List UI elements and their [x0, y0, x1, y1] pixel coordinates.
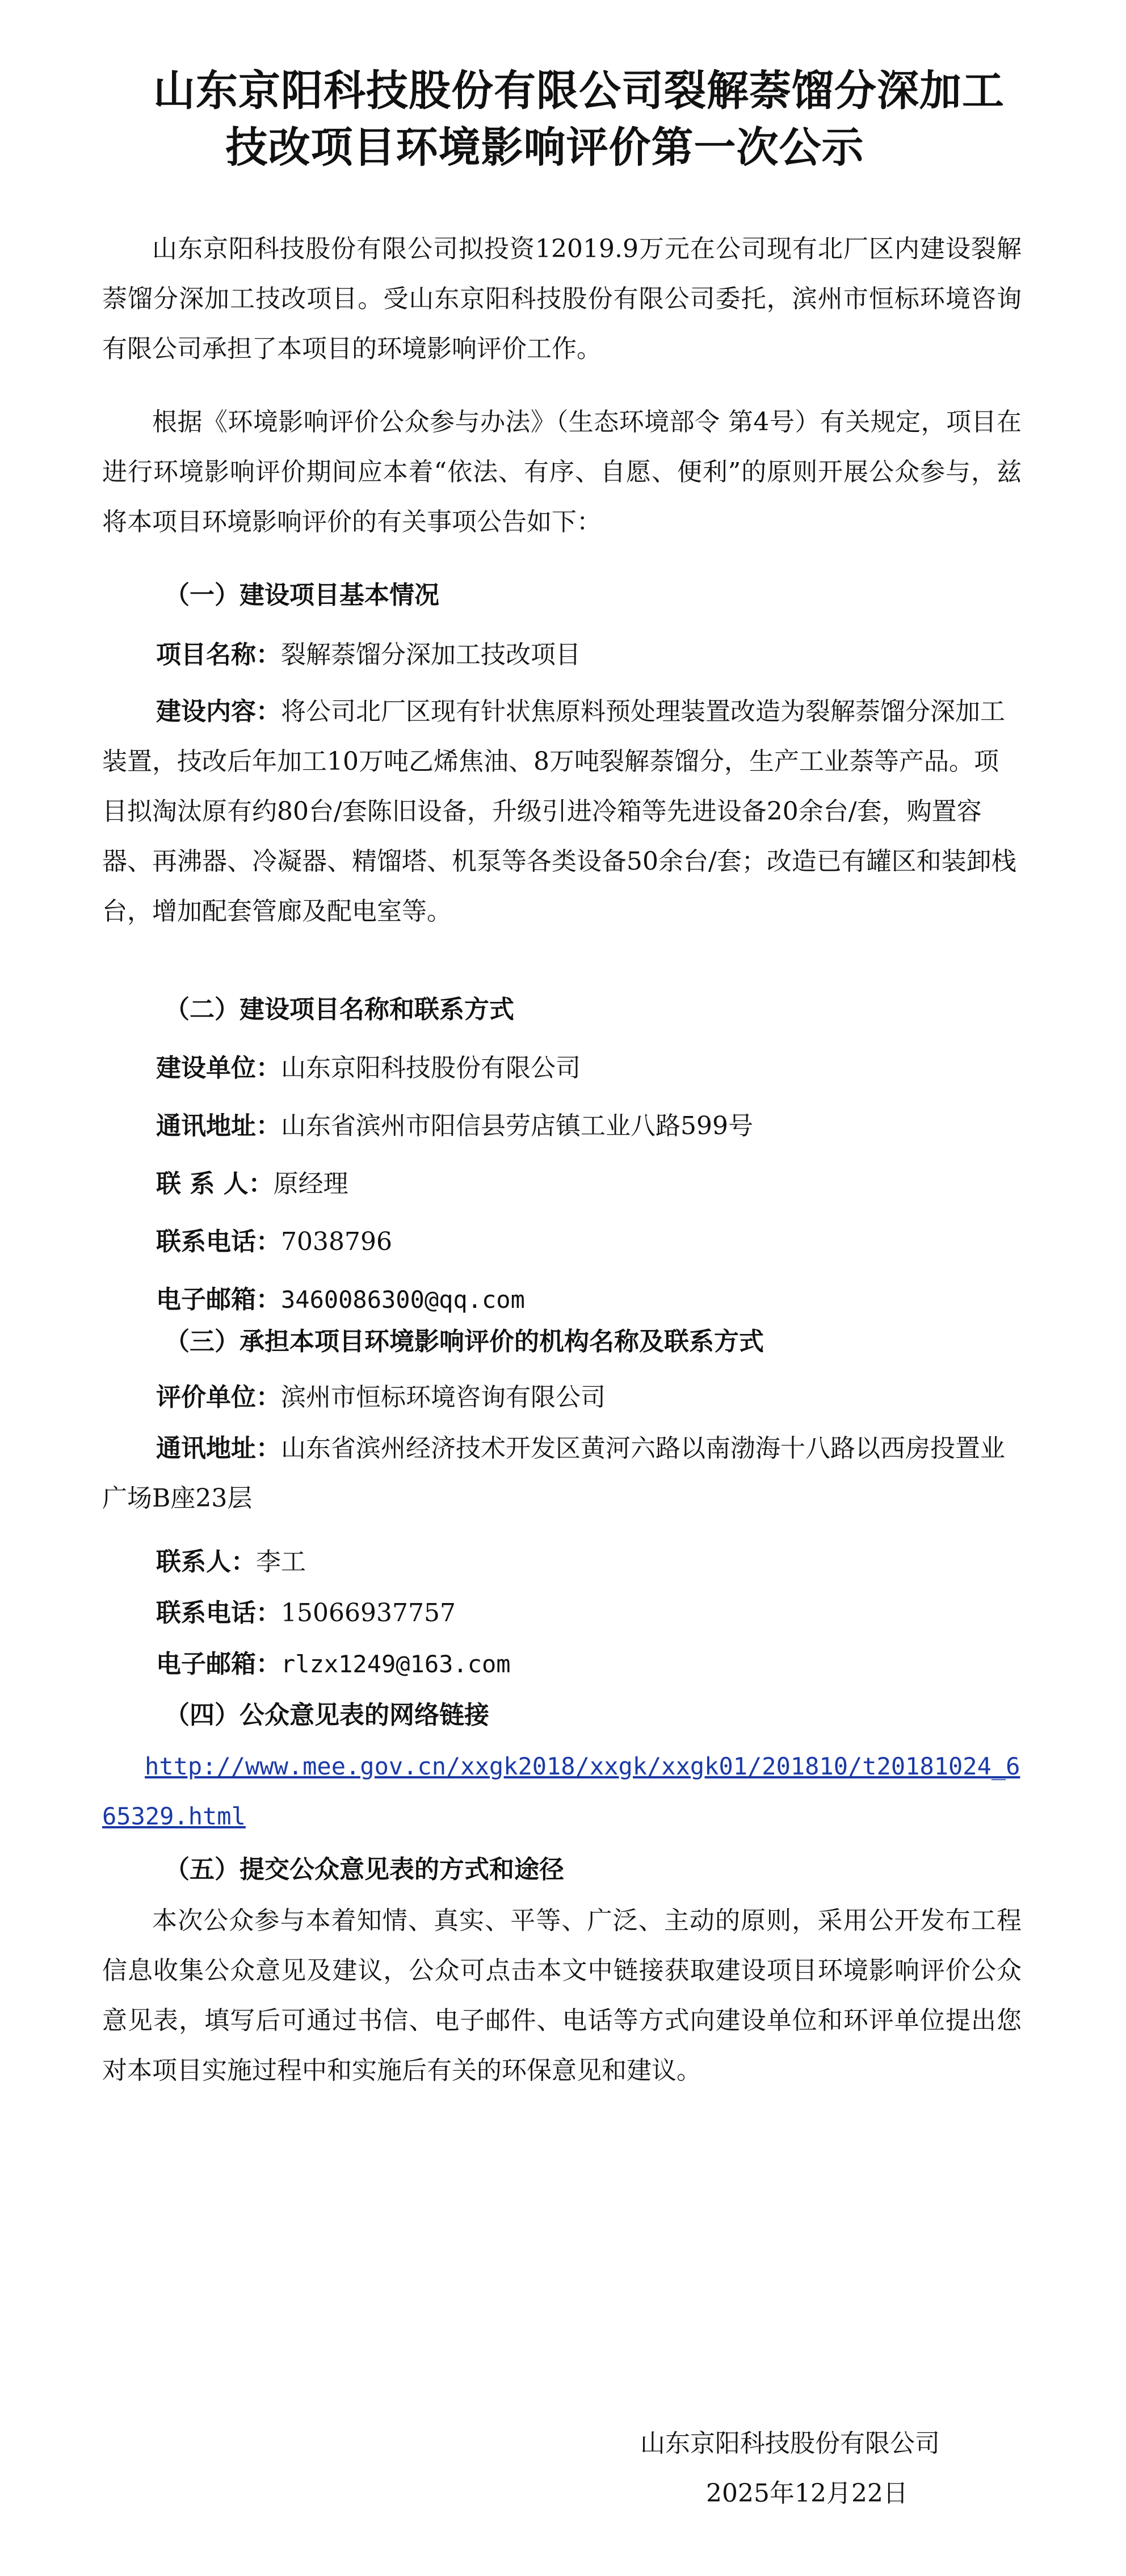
evaluator-contact-row — [102, 1537, 1075, 1587]
builder-unit-row — [102, 1043, 1075, 1093]
title-line-2: 技改项目环境影响评价第一次公示 — [225, 123, 864, 172]
evaluator-unit-value: 滨州市恒标环境咨询有限公司 — [281, 1383, 606, 1412]
evaluator-address-row — [102, 1424, 1022, 1524]
builder-unit-label: 建设单位： — [156, 1054, 281, 1083]
evaluator-email-row — [102, 1639, 1075, 1689]
evaluator-unit-label: 评价单位： — [156, 1383, 281, 1412]
builder-address-value: 山东省滨州市阳信县劳店镇工业八路599号 — [281, 1111, 753, 1140]
evaluator-phone-row — [102, 1588, 1075, 1638]
section-5-heading: （五）提交公众意见表的方式和途径 — [165, 1855, 564, 1884]
evaluator-email-label: 电子邮箱： — [156, 1650, 281, 1679]
signature-company: 山东京阳科技股份有限公司 — [640, 2429, 940, 2458]
builder-address-row — [102, 1101, 1075, 1151]
evaluator-contact-value: 李工 — [256, 1547, 306, 1576]
builder-address-label: 通讯地址： — [156, 1111, 281, 1140]
section-2-heading: （二）建设项目名称和联系方式 — [165, 995, 514, 1024]
submission-method-paragraph: 本次公众参与本着知情、真实、平等、广泛、主动的原则，采用公开发布工程信息收集公众意见及建议，公众可点击本文中链接获取建设项目环境影响评价公众意见表，填写后可通过书信、电子邮件、电话等方式向建设单位和环评单位提出您对本项目实施过程中和实施后有关的环保意见和建议。 — [102, 1906, 1022, 2085]
construction-content-row — [102, 687, 1022, 937]
section-4-heading: （四）公众意见表的网络链接 — [165, 1701, 489, 1730]
project-name-row — [102, 630, 1075, 680]
evaluator-unit-row — [102, 1373, 1075, 1423]
project-name-label: 项目名称： — [156, 640, 281, 669]
builder-email-label: 电子邮箱： — [156, 1285, 281, 1314]
evaluator-phone-value: 15066937757 — [281, 1599, 456, 1627]
section-1-heading: （一）建设项目基本情况 — [165, 581, 439, 610]
public-opinion-form-link[interactable]: http://www.mee.gov.cn/xxgk2018/xxgk/xxgk01/201810/t20181024_665329.html — [102, 1752, 1020, 1830]
evaluator-contact-label: 联系人： — [156, 1547, 256, 1576]
evaluator-address-value: 山东省滨州经济技术开发区黄河六路以南渤海十八路以西房投置业广场B座23层 — [102, 1434, 1005, 1513]
builder-phone-value: 7038796 — [281, 1227, 392, 1256]
builder-phone-label: 联系电话： — [156, 1227, 281, 1256]
builder-phone-row — [102, 1217, 1075, 1267]
construction-content-value: 将公司北厂区现有针状焦原料预处理装置改造为裂解萘馏分深加工装置，技改后年加工10万吨乙烯焦油、8万吨裂解萘馏分，生产工业萘等产品。项目拟淘汰原有约80台/套陈旧设备，升级引进冷箱等先进设备20余台/套，购置容器、再沸器、冷凝器、精馏塔、机泵等各类设备50余台/套；改造已有罐区和装卸栈台，增加配套管廊及配电室等。 — [102, 697, 1016, 926]
builder-contact-value: 原经理 — [273, 1169, 348, 1198]
section-3-heading: （三）承担本项目环境影响评价的机构名称及联系方式 — [165, 1327, 764, 1356]
intro-paragraph-1: 山东京阳科技股份有限公司拟投资12019.9万元在公司现有北厂区内建设裂解萘馏分深加工技改项目。受山东京阳科技股份有限公司委托，滨州市恒标环境咨询有限公司承担了本项目的环境影响评价工作。 — [102, 234, 1022, 363]
intro-paragraph-2: 根据《环境影响评价公众参与办法》（生态环境部令 第4号）有关规定，项目在进行环境影响评价期间应本着“依法、有序、自愿、便利”的原则开展公众参与，兹将本项目环境影响评价的有关事项公告如下： — [102, 408, 1022, 536]
title-line-1: 山东京阳科技股份有限公司裂解萘馏分深加工 — [153, 66, 1005, 115]
construction-content-label: 建设内容： — [156, 697, 281, 726]
builder-contact-row — [102, 1159, 1075, 1209]
evaluator-email-value[interactable]: rlzx1249@163.com — [281, 1650, 511, 1678]
builder-email-value[interactable]: 3460086300@qq.com — [281, 1286, 525, 1314]
evaluator-phone-label: 联系电话： — [156, 1599, 281, 1627]
signature-date: 2025年12月22日 — [706, 2479, 908, 2508]
builder-unit-value: 山东京阳科技股份有限公司 — [281, 1054, 581, 1083]
evaluator-address-label: 通讯地址： — [156, 1434, 281, 1463]
project-name-value: 裂解萘馏分深加工技改项目 — [281, 640, 581, 669]
builder-contact-label: 联 系 人： — [156, 1169, 274, 1198]
